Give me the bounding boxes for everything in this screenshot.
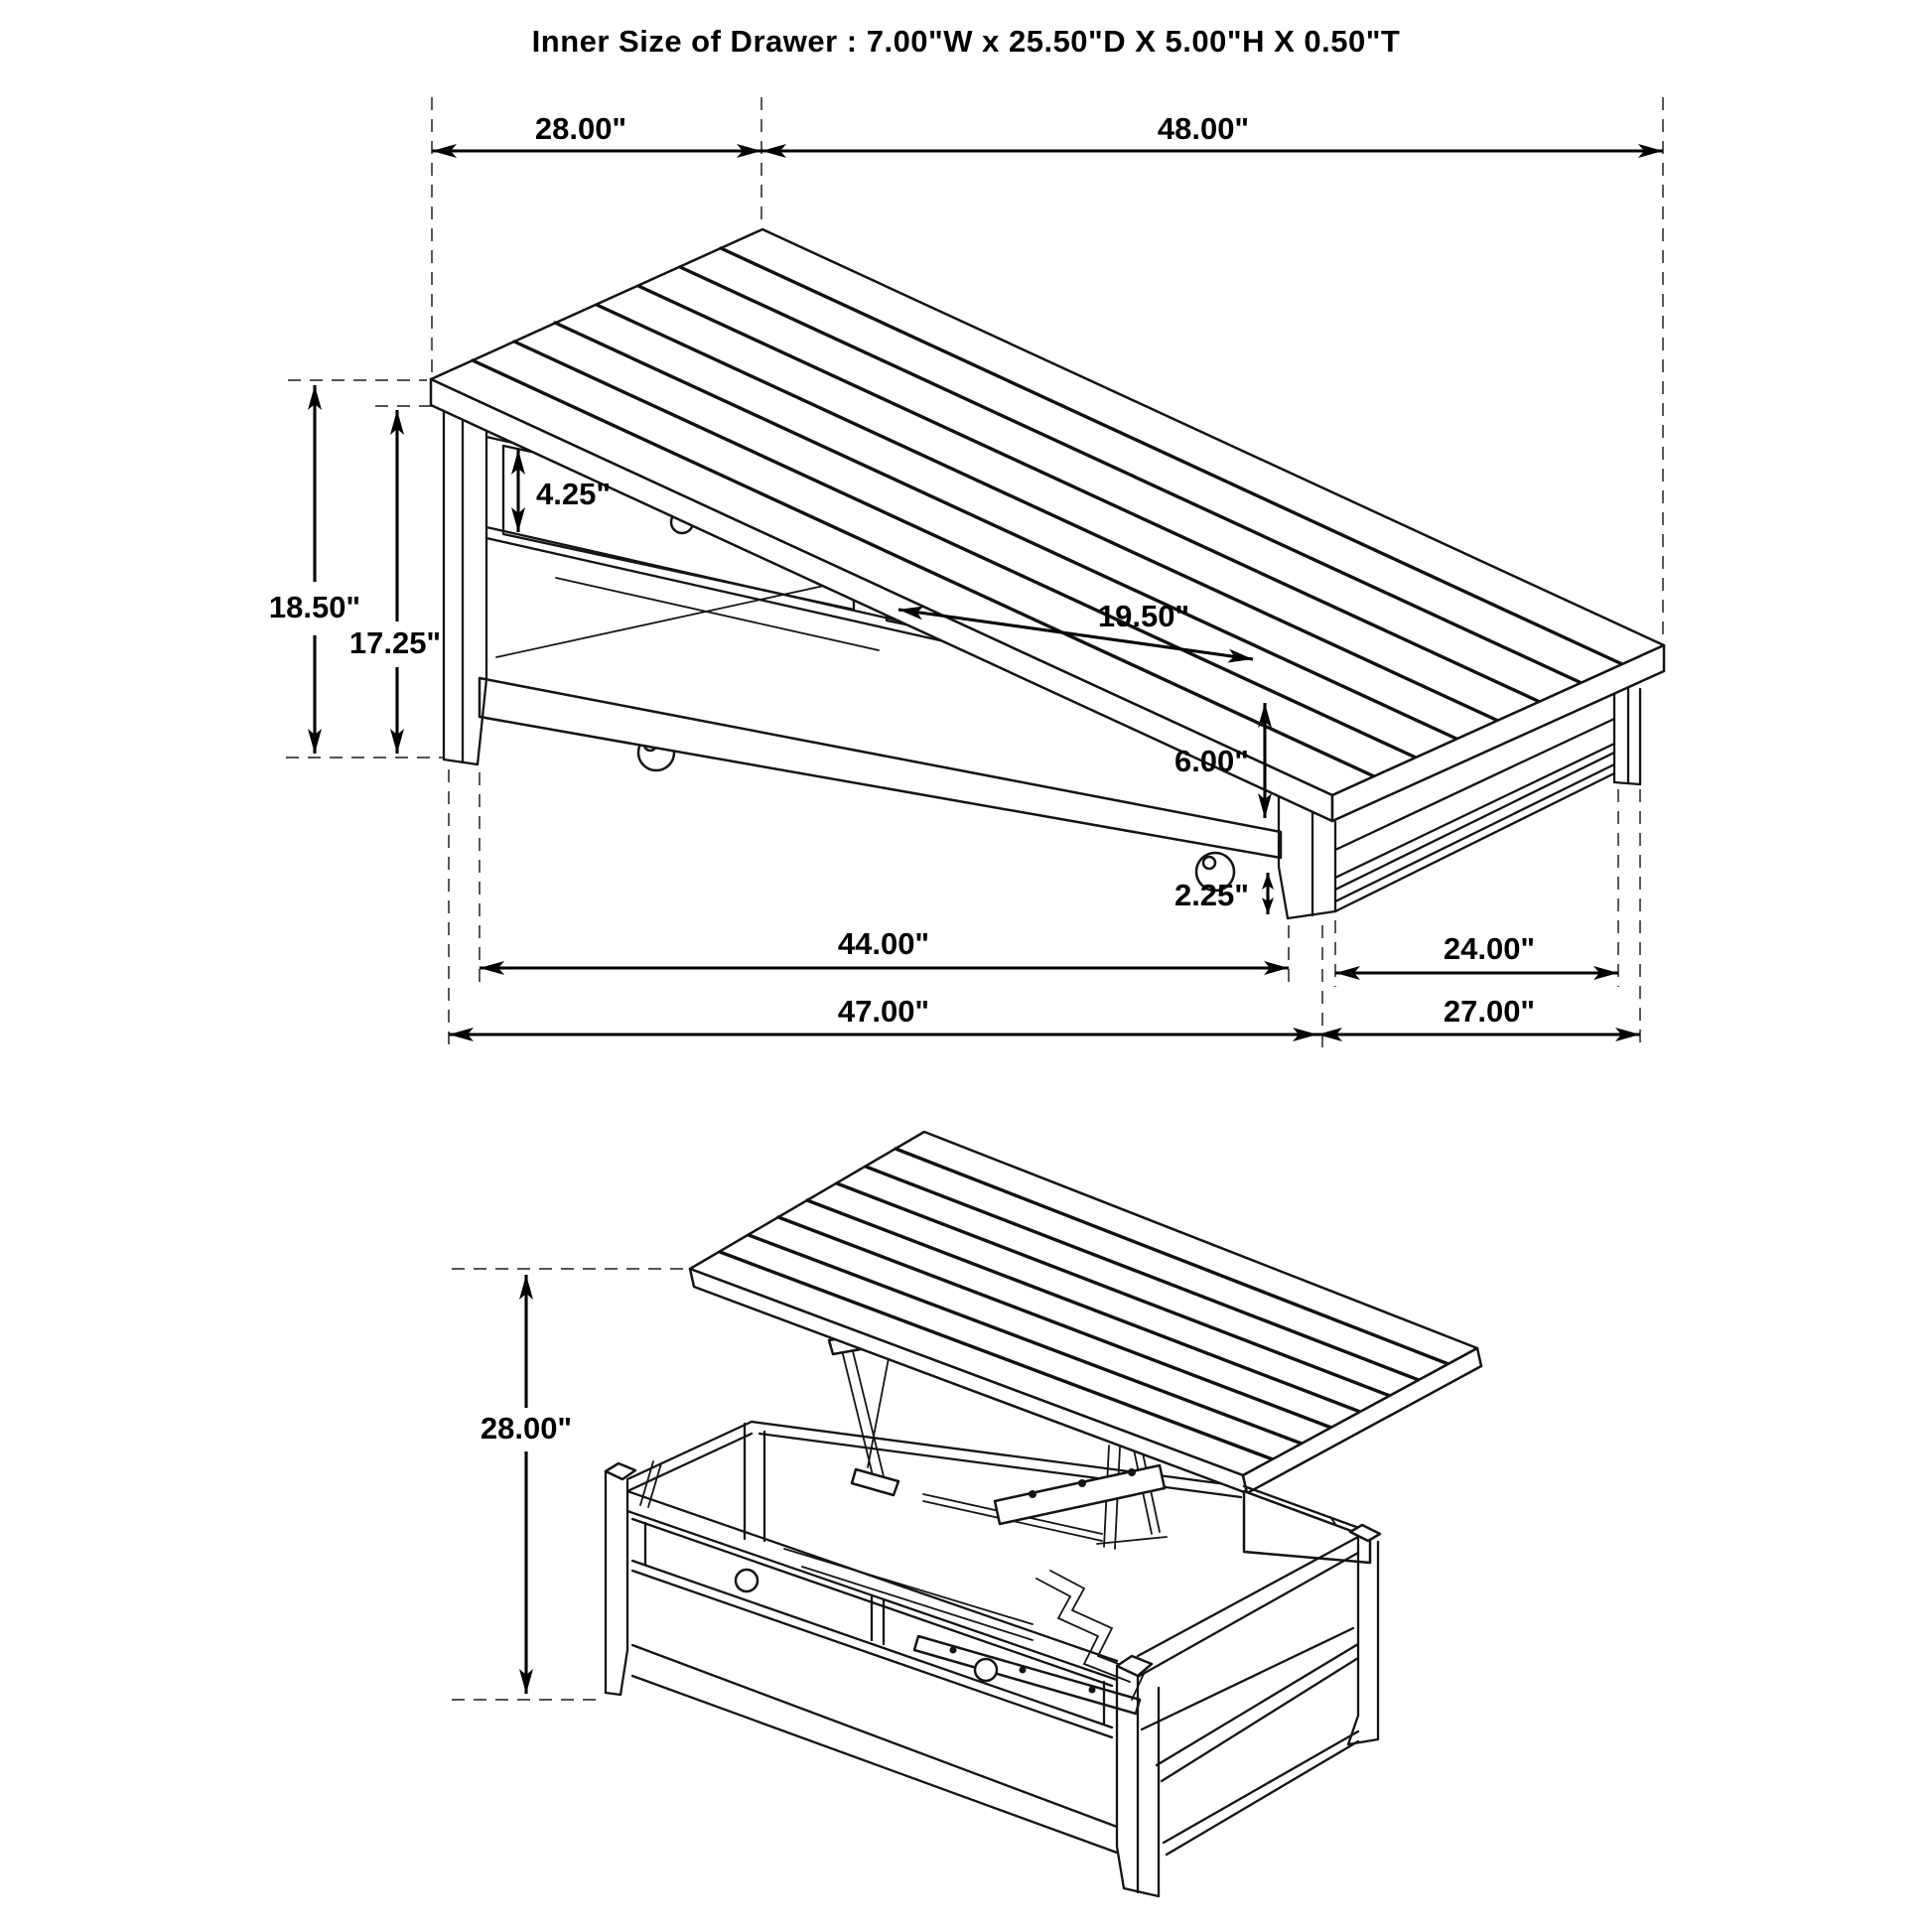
dim-base-depth-outer-label: 27.00" (1443, 994, 1536, 1029)
open-view-dimension (452, 1269, 683, 1700)
closed-view-drawing (269, 97, 1664, 1050)
dim-lift-height-label: 28.00" (480, 1411, 573, 1446)
dim-base-length-outer-label: 47.00" (837, 994, 930, 1029)
page-title: Inner Size of Drawer : 7.00"W x 25.50"D X 5.00"H X 0.50"T (531, 24, 1401, 59)
dim-overall-height-label: 18.50" (268, 590, 361, 624)
dim-under-top-label: 17.25" (348, 625, 442, 660)
open-drawer-right-knob (975, 1659, 997, 1681)
dim-shelf-space-label: 6.00" (1173, 744, 1249, 778)
open-view-drawing (452, 1132, 1481, 1896)
rear-right-leg (1614, 683, 1640, 784)
dim-drawer-face-label: 4.25" (536, 477, 612, 511)
dim-top-depth-label: 28.00" (534, 111, 627, 146)
open-drawer-band (632, 1519, 1112, 1737)
dim-drawer-width-label: 19.50" (1097, 599, 1190, 633)
dim-top-length-label: 48.00" (1157, 111, 1250, 146)
dim-base-length-inner-label: 44.00" (837, 926, 930, 961)
open-front-right-leg (1117, 1656, 1159, 1896)
dim-floor-clearance-label: 2.25" (1173, 878, 1249, 912)
open-front-left-leg (606, 1463, 635, 1695)
open-drawer-left-knob (736, 1570, 758, 1591)
dim-base-depth-inner-label: 24.00" (1443, 931, 1536, 966)
